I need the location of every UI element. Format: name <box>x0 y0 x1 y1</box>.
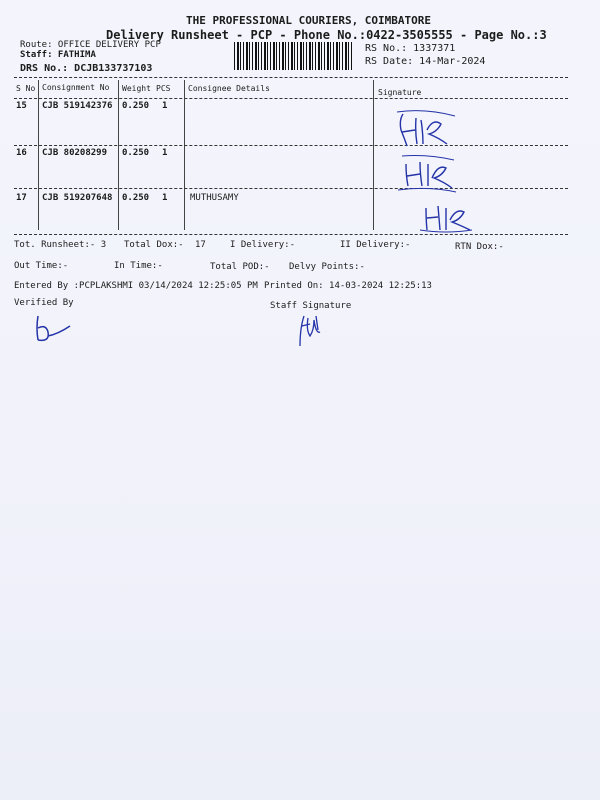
total-dox-value: 17 <box>195 240 206 250</box>
out-time: Out Time:- <box>14 261 69 271</box>
verified-by-signature <box>30 314 75 344</box>
col-divider <box>184 80 185 230</box>
i-delivery: I Delivery:- <box>230 240 296 250</box>
col-divider <box>373 80 374 230</box>
total-pod: Total POD:- <box>210 262 270 272</box>
signature-mark-row-16 <box>398 156 468 196</box>
row-15-pcs: 1 <box>162 101 168 111</box>
col-divider <box>118 80 119 230</box>
runsheet-title: Delivery Runsheet - PCP - Phone No.:0422-3505555 - Page No.:3 <box>106 28 547 42</box>
company-name: THE PROFESSIONAL COURIERS, COIMBATORE <box>186 14 432 27</box>
route-label: Route: OFFICE DELIVERY PCP <box>20 40 161 50</box>
staff-label: Staff: FATHIMA <box>20 50 96 60</box>
verified-by-label: Verified By <box>14 298 74 308</box>
table-header-rule <box>14 98 568 99</box>
signature-mark-row-15 <box>395 110 465 150</box>
row-15-consignment: CJB 519142376 <box>42 101 113 111</box>
row-17-consignment: CJB 519207648 <box>42 193 113 203</box>
staff-signature-label: Staff Signature <box>270 301 352 311</box>
col-header-sno: S No <box>16 84 36 93</box>
barcode-image <box>234 42 354 70</box>
rtn-dox: RTN Dox:- <box>455 242 504 252</box>
entered-by: Entered By :PCPLAKSHMI 03/14/2024 12:25:05 PM <box>14 281 258 291</box>
row-15-weight: 0.250 <box>122 101 150 111</box>
in-time: In Time:- <box>114 261 163 271</box>
total-dox-label: Total Dox:- <box>124 240 184 250</box>
col-header-consignee: Consignee Details <box>188 84 270 93</box>
staff-signature-mark <box>296 308 326 348</box>
row-16-sno: 16 <box>16 148 27 158</box>
tot-runsheet: Tot. Runsheet:- 3 <box>14 240 107 250</box>
col-header-pcs: PCS <box>156 84 171 93</box>
table-top-rule <box>14 77 568 78</box>
rs-date: RS Date: 14-Mar-2024 <box>365 56 486 67</box>
row-16-pcs: 1 <box>162 148 168 158</box>
rs-number: RS No.: 1337371 <box>365 43 456 54</box>
delvy-points: Delvy Points:- <box>289 262 365 272</box>
row-rule <box>14 188 568 189</box>
row-17-pcs: 1 <box>162 193 168 203</box>
col-header-weight: Weight <box>122 84 151 93</box>
row-17-weight: 0.250 <box>122 193 150 203</box>
printed-on: Printed On: 14-03-2024 12:25:13 <box>264 281 432 291</box>
col-divider <box>38 80 39 230</box>
row-16-consignment: CJB 80208299 <box>42 148 108 158</box>
drs-number: DRS No.: DCJB133737103 <box>20 63 153 74</box>
ii-delivery: II Delivery:- <box>340 240 411 250</box>
row-rule <box>14 145 568 146</box>
signature-mark-row-17 <box>418 200 488 240</box>
col-header-signature: Signature <box>378 88 422 97</box>
row-16-weight: 0.250 <box>122 148 150 158</box>
row-15-sno: 15 <box>16 101 27 111</box>
row-17-consignee: MUTHUSAMY <box>190 193 239 203</box>
col-header-consignment: Consignment No <box>42 83 110 92</box>
row-17-sno: 17 <box>16 193 27 203</box>
